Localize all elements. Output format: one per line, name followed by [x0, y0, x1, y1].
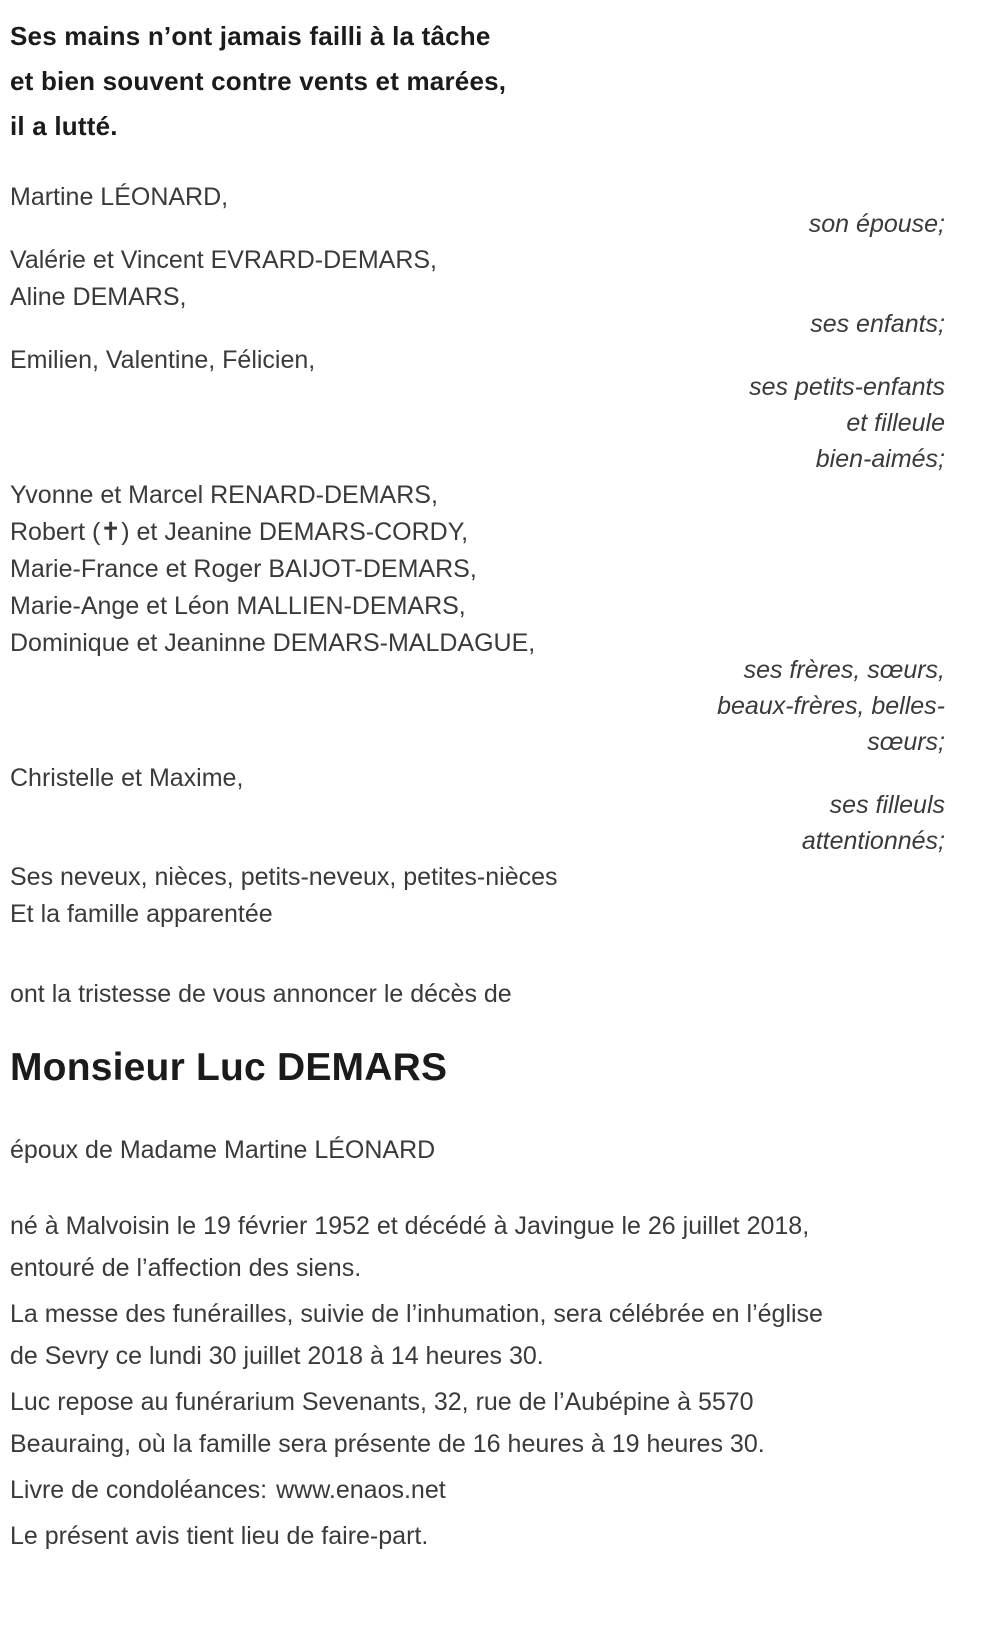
- family-name: Yvonne et Marcel RENARD-DEMARS,: [10, 481, 438, 509]
- spouse-line: époux de Madame Martine LÉONARD: [10, 1136, 436, 1164]
- condolences-line: [10, 1469, 945, 1511]
- family-name: Ses neveux, nièces, petits-neveux, petites-nièces: [10, 863, 558, 891]
- legal-notice-paragraph: [10, 1515, 945, 1557]
- epitaph-line: Ses mains n’ont jamais failli à la tâche: [10, 21, 491, 51]
- epitaph-line: et bien souvent contre vents et marées,: [10, 66, 507, 96]
- family-name: Christelle et Maxime,: [10, 764, 244, 792]
- family-group-spouse: [10, 179, 945, 242]
- relation-label: ses frères, sœurs,: [743, 656, 945, 684]
- paragraph-line: Luc repose au funérarium Sevenants, 32, rue de l’Aubépine à 5570: [10, 1388, 754, 1416]
- relation-label: sœurs;: [867, 728, 945, 756]
- legal-notice-line: Le présent avis tient lieu de faire-part.: [10, 1522, 429, 1550]
- relation-label: ses petits-enfants: [749, 373, 945, 401]
- family-group-grandchildren: [10, 342, 945, 477]
- family-section: [10, 179, 945, 933]
- name-list: [10, 859, 945, 933]
- deceased-name: Monsieur Luc DEMARS: [10, 1046, 448, 1089]
- family-name: Marie-Ange et Léon MALLIEN-DEMARS,: [10, 592, 466, 620]
- family-name: Dominique et Jeaninne DEMARS-MALDAGUE,: [10, 629, 536, 657]
- paragraph-line: La messe des funérailles, suivie de l’inhumation, sera célébrée en l’église: [10, 1300, 823, 1328]
- paragraph-line: entouré de l’affection des siens.: [10, 1254, 362, 1282]
- funeral-paragraph: [10, 1293, 945, 1377]
- family-name: Martine LÉONARD,: [10, 183, 229, 211]
- name-list: [10, 477, 945, 662]
- family-name: Marie-France et Roger BAIJOT-DEMARS,: [10, 555, 477, 583]
- relation-list: [10, 369, 945, 477]
- family-group-siblings: [10, 477, 945, 760]
- condolences-url[interactable]: www.enaos.net: [276, 1476, 446, 1504]
- paragraph-line: de Sevry ce lundi 30 juillet 2018 à 14 heures 30.: [10, 1342, 544, 1370]
- epitaph-line: il a lutté.: [10, 111, 118, 141]
- paragraph-line: Beauraing, où la famille sera présente de 16 heures à 19 heures 30.: [10, 1430, 765, 1458]
- relation-label: beaux-frères, belles-: [717, 692, 945, 720]
- family-group-children: [10, 242, 945, 342]
- relation-label: ses filleuls: [829, 791, 945, 819]
- relation-label: ses enfants;: [810, 310, 945, 338]
- relation-list: [10, 787, 945, 859]
- name-list: [10, 242, 945, 316]
- relation-label: son épouse;: [808, 210, 945, 238]
- relation-label: attentionnés;: [801, 827, 945, 855]
- birth-death-paragraph: [10, 1205, 945, 1289]
- family-group-extended: [10, 859, 945, 933]
- family-name: Emilien, Valentine, Félicien,: [10, 346, 316, 374]
- repose-paragraph: [10, 1381, 945, 1465]
- relation-label: bien-aimés;: [815, 445, 945, 473]
- family-name: Et la famille apparentée: [10, 900, 273, 928]
- condolences-paragraph: [10, 1469, 945, 1511]
- condolences-label: Livre de condoléances:: [10, 1476, 268, 1504]
- details-section: [10, 1205, 945, 1557]
- announcement-line: ont la tristesse de vous annoncer le décès de: [10, 980, 512, 1008]
- epitaph: [10, 14, 945, 149]
- family-name: Valérie et Vincent EVRARD-DEMARS,: [10, 246, 438, 274]
- family-name: Robert (✝) et Jeanine DEMARS-CORDY,: [10, 518, 469, 546]
- family-name: Aline DEMARS,: [10, 283, 187, 311]
- family-group-godchildren: [10, 760, 945, 859]
- paragraph-line: né à Malvoisin le 19 février 1952 et décédé à Javingue le 26 juillet 2018,: [10, 1212, 810, 1240]
- relation-label: et filleule: [846, 409, 945, 437]
- relation-list: [10, 652, 945, 760]
